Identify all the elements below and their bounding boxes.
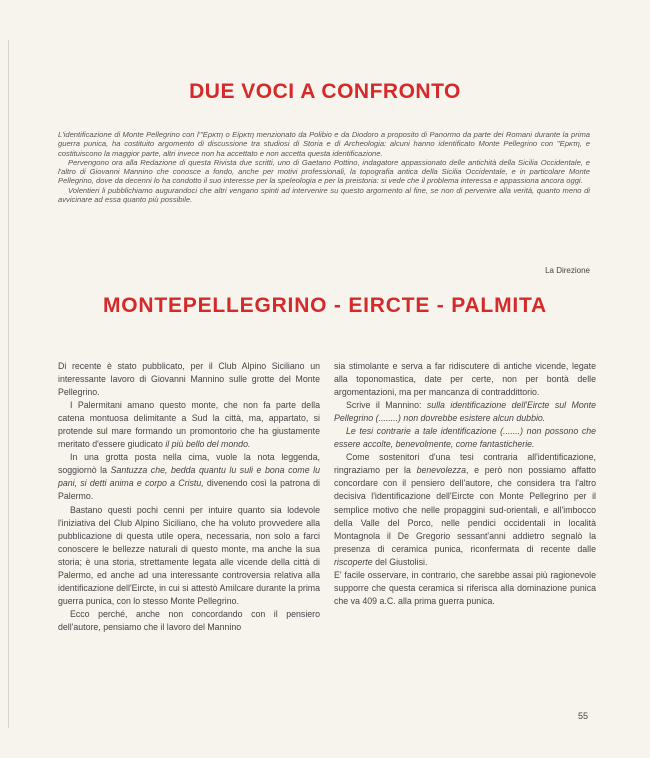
- left-column: [58, 360, 320, 634]
- body-paragraph: Di recente è stato pubblicato, per il Club Alpino Siciliano un interessante lavoro di Giovanni Mannino sulle grotte del Monte Pellegrino.: [58, 361, 320, 398]
- emphasis-text: Santuzza che, bedda quantu lu suli e bona come lu pani, si detti anima e corpo a Cristu,: [58, 465, 320, 489]
- article-title: MONTEPELLEGRINO - EIRCTE - PALMITA: [102, 294, 548, 317]
- intro-paragraph: Pervengono ora alla Redazione di questa Rivista due scritti, uno di Gaetano Pottino, indagatore appassionato delle antichità della Sicilia Occidentale, e l'altro di Giovanni Mannino che conosce a fondo, anche per motivi professionali, la topografia antica della Sicilia Occidentale, e in particolare Monte Pellegrino, dove da decenni lo ha condotto il suo interesse per la speleologia e per la preistoria: si vede che il problema interessa e appassiona ancora oggi.: [58, 157, 590, 186]
- body-paragraph: Ecco perché, anche non concordando con il pensiero dell'autore, pensiamo che il lavoro del Mannino: [58, 608, 320, 632]
- emphasis-text: benevolezza: [416, 465, 466, 476]
- body-paragraph: [58, 399, 320, 451]
- body-paragraph: [334, 399, 596, 425]
- emphasis-text: sulla identificazione dell'Eircte sul Monte Pellegrino (........) non dovrebbe esistere alcun dubbio.: [334, 400, 597, 424]
- emphasis-text: riscoperte: [334, 556, 373, 567]
- body-paragraph: [334, 425, 596, 451]
- emphasis-text: Le tesi contrarie a tale identificazione (.......) non possono che essere accolte, benevolmente, come fantasticherie.: [334, 426, 596, 450]
- body-paragraph: E' facile osservare, in contrario, che sarebbe assai più ragionevole supporre che questa ceramica si riferisca alla dominazione punica che va 409 a.C. alla prima guerra punica.: [334, 569, 596, 606]
- body-paragraph: [58, 451, 320, 503]
- body-paragraph: Bastano questi pochi cenni per intuire quanto sia lodevole l'iniziativa del Club Alpino Siciliano, che ha voluto provvedere alla pubblicazione di questa utile opera, necessaria, non solo a farci conoscere le bellezze naturali di questo monte, ma anche la sua storia; è una storia, strettamente legata alle vicende della città di Palermo, ed anche ad una interessante controversia relativa alla identificazione dell'Eircte, in cui si attestò Amilcare durante la prima guerra punica, con lo stesso Monte Pellegrino.: [58, 504, 320, 606]
- text-run: I Palermitani amano questo monte, che non fa parte della catena montuosa delimitante a Sud la città, ma, appartato, si protende sul mare formando un promontorio che ha giustamente meritato d'essere giudicato: [58, 400, 320, 450]
- text-run: divenendo così la patrona di Palermo.: [58, 478, 320, 502]
- text-run: Scrive il Mannino:: [346, 400, 427, 411]
- emphasis-text: il più bello del mondo.: [165, 439, 251, 450]
- section-title: DUE VOCI A CONFRONTO: [189, 80, 461, 103]
- page-number: 55: [577, 711, 588, 721]
- body-paragraph: sia stimolante e serva a far ridiscutere di antiche vicende, legate alla toponomastica, date per certe, non per bontà delle argomentazioni, ma per mancanza di contraddittorio.: [334, 361, 596, 398]
- right-column: [334, 360, 596, 608]
- text-run: In una grotta posta nella cima, vuole la nota leggenda, soggiornò la: [58, 452, 320, 476]
- text-run: Come sostenitori d'una tesi contraria all'identificazione, ringraziamo per la: [334, 452, 596, 476]
- intro-paragraph: L'identificazione di Monte Pellegrino con l'"Ερκτη ο Είρκτη menzionato da Polibio e da Diodoro a proposito di Panormo da parte dei Romani durante la prima guerra punica, ha costituito argomento di discussione tra studiosi di Storia e di Archeologia: alcuni hanno identificato Monte Pellegrino con "Ερκτη, e costituiscono la maggior parte, altri invece non ha accettato e non accetta questa identificazione.: [58, 130, 590, 158]
- intro-paragraph: Volentieri li pubblichiamo augurandoci che altri vengano spinti ad intervenire su questo argomento al fine, se non di pervenire alla verità, quanto meno di avvicinare ad essa quanto più possibile.: [58, 185, 590, 205]
- text-run: del Giustolisi.: [372, 556, 428, 567]
- editorial-intro: [58, 130, 590, 204]
- text-run: , e però non possiamo affatto concordare con il pensiero dell'autore, che considera tra l'altro decisiva l'identificazione dell'Eircte con Monte Pellegrino per il semplice motivo che nelle propaggini sud-orientali, e all'imbocco della Valle del Porco, nelle pendici occidentali in località Montagnola il De Gregorio sessant'anni addietro segnalò la presenza di ceramica punica, riconfermata di recente dalle: [334, 465, 596, 554]
- body-paragraph: [334, 451, 596, 568]
- binding-edge: [8, 40, 9, 728]
- editorial-signature: La Direzione: [545, 266, 590, 275]
